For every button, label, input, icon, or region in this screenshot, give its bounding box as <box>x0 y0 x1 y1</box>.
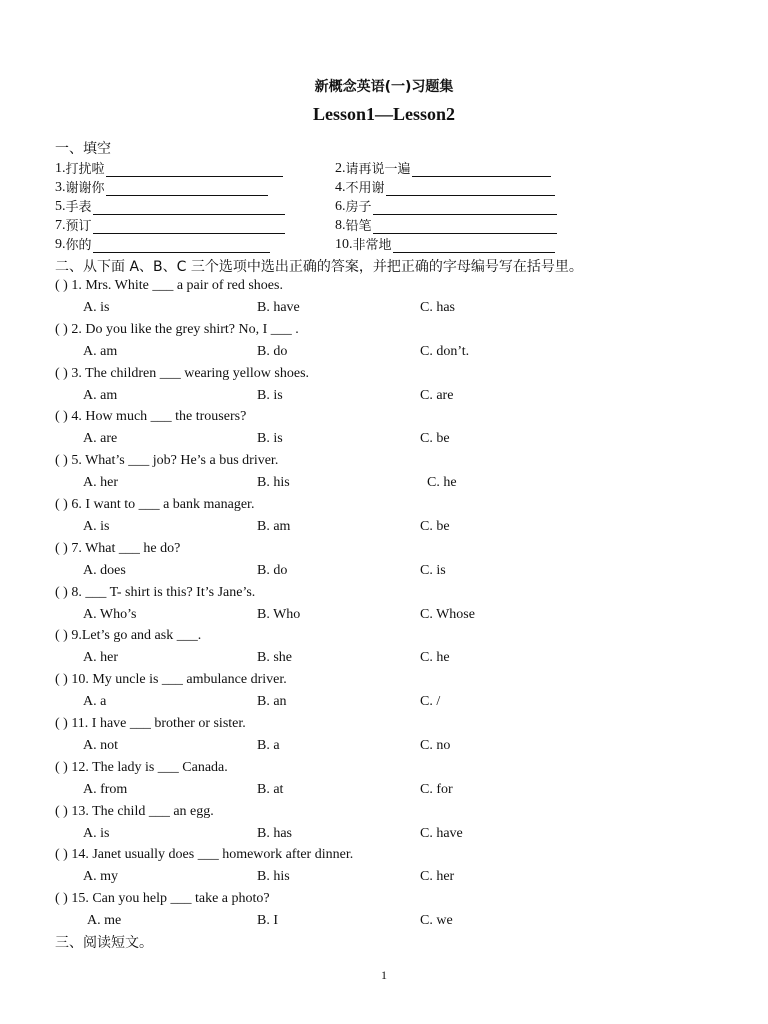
answer-parenthesis[interactable]: ( ) <box>55 584 68 600</box>
question-stem: 14. Janet usually does ___ homework after dinner. <box>71 847 354 863</box>
question-item <box>55 451 655 495</box>
option-a: A. is <box>83 518 110 534</box>
page-title-english: Lesson1—Lesson2 <box>312 104 456 124</box>
multiple-choice-list <box>55 276 655 933</box>
answer-parenthesis[interactable]: ( ) <box>55 803 68 819</box>
fill-item-prompt: 非常地 <box>352 238 392 253</box>
fill-item-number: 4. <box>335 180 346 195</box>
fill-item-number: 8. <box>335 218 346 233</box>
fill-row <box>55 215 615 234</box>
section2-heading: 二、从下面 A、B、C 三个选项中选出正确的答案，并把正确的字母编号写在括号里。 <box>55 259 583 275</box>
option-b: B. I <box>257 913 278 929</box>
option-c: C. is <box>420 562 446 578</box>
fill-row <box>55 196 615 215</box>
option-c: C. are <box>420 387 454 403</box>
fill-item-number: 5. <box>55 199 66 214</box>
answer-blank[interactable] <box>386 181 555 196</box>
fill-item <box>335 177 615 196</box>
option-c: C. for <box>420 781 453 797</box>
option-b: B. Who <box>257 606 301 622</box>
fill-item-prompt: 打扰啦 <box>65 162 105 177</box>
question-item <box>55 889 655 933</box>
fill-row <box>55 234 615 253</box>
option-b: B. an <box>257 694 287 710</box>
question-stem: 15. Can you help ___ take a photo? <box>71 891 270 907</box>
fill-item <box>335 215 615 234</box>
option-a: A. is <box>83 300 110 315</box>
question-item <box>55 626 655 670</box>
question-stem: 9.Let’s go and ask ___. <box>71 628 202 644</box>
answer-parenthesis[interactable]: ( ) <box>55 628 68 644</box>
question-item <box>55 583 655 627</box>
option-b: B. am <box>257 518 291 534</box>
section3-heading: 三、阅读短文。 <box>55 935 153 951</box>
question-stem: 2. Do you like the grey shirt? No, I ___ . <box>71 321 299 337</box>
option-c: C. don’t. <box>420 343 470 359</box>
fill-item <box>335 158 615 177</box>
option-c: C. Whose <box>420 606 475 622</box>
option-a: A. a <box>83 694 107 710</box>
question-stem: 10. My uncle is ___ ambulance driver. <box>71 672 287 688</box>
option-c: C. no <box>420 737 451 753</box>
option-a: A. am <box>83 343 118 359</box>
question-stem: 6. I want to ___ a bank manager. <box>71 496 255 512</box>
option-c: C. be <box>420 518 450 534</box>
question-item <box>55 845 655 889</box>
answer-blank[interactable] <box>373 219 557 234</box>
question-stem: 1. Mrs. White ___ a pair of red shoes. <box>71 278 283 293</box>
option-b: B. have <box>257 300 300 315</box>
fill-item-prompt: 你的 <box>65 238 92 253</box>
option-b: B. has <box>257 825 292 841</box>
question-item <box>55 407 655 451</box>
option-a: A. does <box>83 562 126 578</box>
option-b: B. a <box>257 737 280 753</box>
fill-item-number: 7. <box>55 218 66 233</box>
fill-item <box>335 196 615 215</box>
fill-item-number: 10. <box>335 237 353 252</box>
answer-blank[interactable] <box>106 162 283 177</box>
option-b: B. is <box>257 387 283 403</box>
question-item <box>55 758 655 802</box>
fill-item-prompt: 预订 <box>65 219 92 234</box>
option-a: A. not <box>83 737 118 753</box>
fill-item-prompt: 手表 <box>65 200 92 215</box>
option-a: A. Who’s <box>83 606 137 622</box>
answer-parenthesis[interactable]: ( ) <box>55 453 68 469</box>
question-stem: 11. I have ___ brother or sister. <box>71 715 246 731</box>
question-item <box>55 670 655 714</box>
answer-parenthesis[interactable]: ( ) <box>55 847 68 863</box>
question-item <box>55 320 655 364</box>
fill-item <box>55 177 335 196</box>
fill-item-number: 2. <box>335 161 346 176</box>
option-b: B. his <box>257 869 290 885</box>
fill-row <box>55 177 615 196</box>
option-a: A. from <box>83 781 128 797</box>
option-c: C. her <box>420 869 455 885</box>
option-a: A. am <box>83 387 118 403</box>
option-a: A. her <box>83 475 118 491</box>
answer-blank[interactable] <box>93 200 285 215</box>
answer-parenthesis[interactable]: ( ) <box>55 715 68 731</box>
fill-item-prompt: 谢谢你 <box>65 181 105 196</box>
question-item <box>55 802 655 846</box>
page-title-chinese: 新概念英语(一)习题集 <box>314 79 454 95</box>
answer-blank[interactable] <box>93 238 270 253</box>
option-b: B. do <box>257 343 288 359</box>
option-a: A. are <box>83 431 118 447</box>
option-c: C. we <box>420 913 453 929</box>
question-item <box>55 276 655 320</box>
answer-parenthesis[interactable]: ( ) <box>55 321 68 337</box>
fill-item <box>55 196 335 215</box>
option-a: A. my <box>83 869 118 885</box>
fill-item-prompt: 铅笔 <box>345 219 372 234</box>
fill-item-number: 9. <box>55 237 66 252</box>
option-c: C. has <box>420 300 455 315</box>
answer-parenthesis[interactable]: ( ) <box>55 409 68 425</box>
question-item <box>55 714 655 758</box>
question-item <box>55 364 655 408</box>
question-stem: 7. What ___ he do? <box>71 540 181 556</box>
fill-item-prompt: 房子 <box>345 200 372 215</box>
fill-item-prompt: 请再说一遍 <box>345 162 411 177</box>
option-b: B. his <box>257 475 290 491</box>
fill-item-number: 3. <box>55 180 66 195</box>
option-c: C. he <box>427 475 457 491</box>
answer-blank[interactable] <box>93 219 285 234</box>
question-stem: 4. How much ___ the trousers? <box>71 409 247 425</box>
option-b: B. she <box>257 650 292 666</box>
answer-parenthesis[interactable]: ( ) <box>55 540 68 556</box>
page-number: 1 <box>381 968 387 982</box>
option-a: A. her <box>83 650 118 666</box>
option-c: C. be <box>420 431 450 447</box>
answer-parenthesis[interactable]: ( ) <box>55 278 68 293</box>
answer-parenthesis[interactable]: ( ) <box>55 891 68 907</box>
question-stem: 5. What’s ___ job? He’s a bus driver. <box>71 453 279 469</box>
section1-heading: 一、填空 <box>55 141 111 157</box>
question-stem: 8. ___ T- shirt is this? It’s Jane’s. <box>71 584 256 600</box>
answer-parenthesis[interactable]: ( ) <box>55 672 68 688</box>
option-b: B. do <box>257 562 288 578</box>
question-stem: 13. The child ___ an egg. <box>71 803 214 819</box>
answer-blank[interactable] <box>373 200 557 215</box>
answer-parenthesis[interactable]: ( ) <box>55 365 68 381</box>
fill-item-number: 6. <box>335 199 346 214</box>
answer-parenthesis[interactable]: ( ) <box>55 759 68 775</box>
option-c: C. have <box>420 825 463 841</box>
fill-row <box>55 158 615 177</box>
answer-blank[interactable] <box>412 162 551 177</box>
option-b: B. at <box>257 781 284 797</box>
option-a: A. me <box>87 913 122 929</box>
answer-blank[interactable] <box>106 181 268 196</box>
answer-parenthesis[interactable]: ( ) <box>55 496 68 512</box>
fill-item <box>55 158 335 177</box>
option-c: C. / <box>420 694 441 710</box>
answer-blank[interactable] <box>393 238 555 253</box>
fill-item <box>335 234 615 253</box>
fill-in-grid <box>55 158 615 253</box>
option-a: A. is <box>83 825 110 841</box>
option-b: B. is <box>257 431 283 447</box>
fill-item-prompt: 不用谢 <box>345 181 385 196</box>
fill-item-number: 1. <box>55 161 66 176</box>
question-item <box>55 539 655 583</box>
option-c: C. he <box>420 650 450 666</box>
question-stem: 3. The children ___ wearing yellow shoes. <box>71 365 310 381</box>
question-item <box>55 495 655 539</box>
fill-item <box>55 234 335 253</box>
question-stem: 12. The lady is ___ Canada. <box>71 759 228 775</box>
fill-item <box>55 215 335 234</box>
